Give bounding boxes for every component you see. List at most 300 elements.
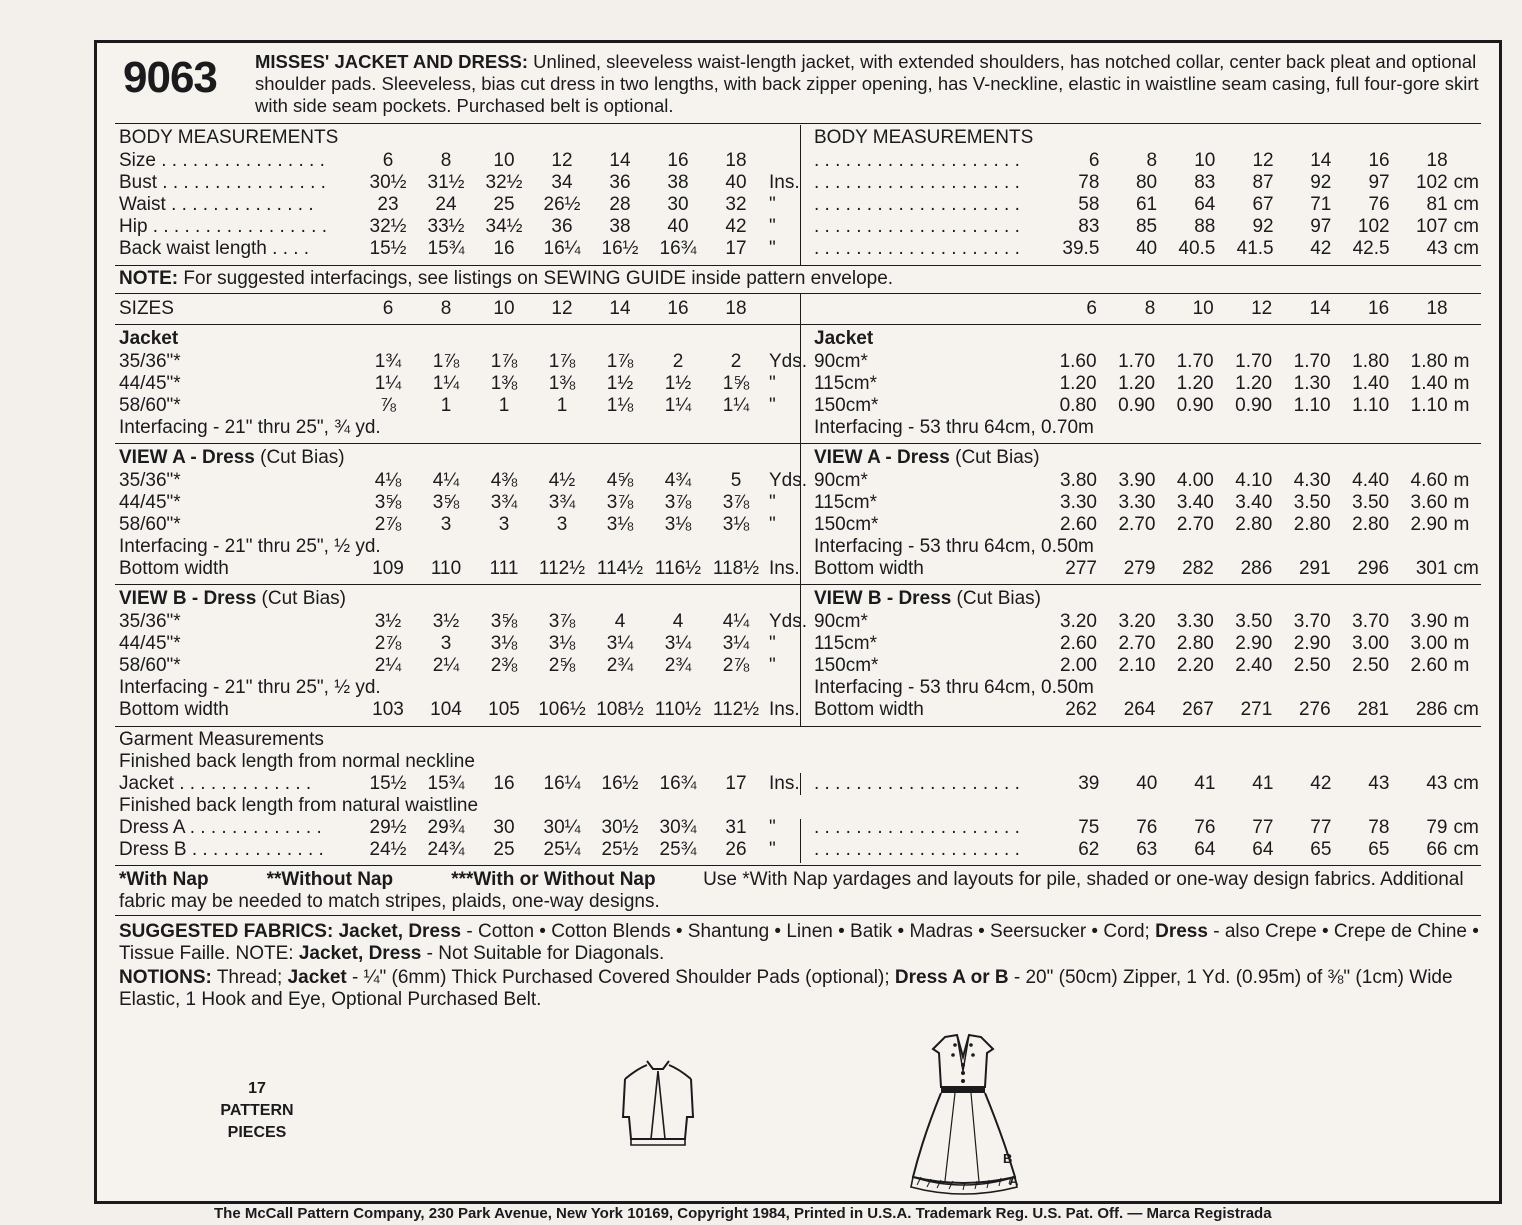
row-label: 115cm*	[814, 633, 878, 654]
row-value: 16	[493, 773, 515, 794]
row-value: 3⅞	[606, 492, 634, 513]
row-value: 3.50	[1235, 611, 1273, 632]
table-row	[814, 351, 1499, 373]
nap-legend	[119, 869, 1489, 913]
row-value: 3⅛	[490, 633, 518, 654]
row-value: 264	[1123, 699, 1156, 720]
notions-bold-2: Dress A or B	[894, 967, 1009, 988]
table-row	[119, 238, 819, 260]
row-value: 10	[1192, 298, 1214, 319]
row-value: 2.80	[1176, 633, 1214, 654]
row-value: 65	[1310, 839, 1332, 860]
row-label: . . . . . . . . . . . . . . . . . . . .	[814, 817, 1020, 838]
row-value: 3.30	[1176, 611, 1214, 632]
row-label: SIZES	[119, 298, 174, 319]
row-label: 90cm*	[814, 611, 868, 632]
row-value: 109	[372, 558, 404, 579]
row-value: 6	[1088, 150, 1100, 171]
section-title-text: Jacket	[119, 328, 179, 349]
table-row	[119, 817, 819, 839]
interfacing-text: Interfacing - 21" thru 25", ½ yd.	[119, 677, 381, 698]
row-label	[814, 298, 1041, 320]
row-value: 10	[493, 298, 515, 319]
row-value: 1.70	[1235, 351, 1273, 372]
row-value: 1¾	[374, 351, 402, 372]
row-value: 2.80	[1293, 514, 1331, 535]
row-unit: Yds.	[769, 351, 808, 372]
row-label: Bottom width	[119, 699, 229, 720]
row-value: 3⅛	[548, 633, 576, 654]
pattern-description-text: Unlined, sleeveless waist-length jacket, with extended shoulders, has notched collar, center back pleat and optional shoulder pads. Sleeveless, bias cut dress in two lengths, with back zipper opening, has V-neckline, elastic in waistline seam casing, full four-gore skirt with side seam pockets. Purchased belt is optional.	[255, 51, 1479, 116]
garment-measurements-title: Garment Measurements	[119, 729, 324, 750]
row-value: 25¼	[543, 839, 581, 860]
row-value: 3⅝	[432, 492, 460, 513]
divider	[800, 819, 801, 863]
row-value: 1⅞	[432, 351, 460, 372]
row-value: 65	[1368, 839, 1390, 860]
section-title	[119, 588, 346, 610]
section-title-text: VIEW A - Dress	[814, 447, 950, 468]
row-label: 150cm*	[814, 395, 879, 416]
jacket-back-sketch-icon	[617, 1055, 699, 1155]
row-value: 1.80	[1410, 351, 1448, 372]
table-row	[119, 172, 819, 194]
row-unit: cm	[1453, 773, 1479, 794]
row-value: 16	[667, 298, 689, 319]
row-value: 4	[614, 611, 626, 632]
row-label: Dress B . . . . . . . . . . . . .	[119, 839, 324, 860]
pattern-description	[255, 51, 1485, 117]
row-value: 41	[1252, 773, 1274, 794]
row-value: 267	[1182, 699, 1214, 720]
table-row	[814, 655, 1499, 677]
row-value: 0.90	[1118, 395, 1156, 416]
row-label: Jacket . . . . . . . . . . . . .	[119, 773, 312, 794]
row-value: 71	[1310, 194, 1332, 215]
row-value: 76	[1136, 817, 1158, 838]
row-value: 4¾	[664, 470, 692, 491]
row-value: 18	[1426, 298, 1448, 319]
row-value: 28	[609, 194, 631, 215]
row-value: 12	[551, 150, 573, 171]
table-row	[119, 773, 819, 795]
row-value: 88	[1194, 216, 1216, 237]
row-value: 43	[1426, 773, 1448, 794]
interfacing-text: Interfacing - 53 thru 64cm, 0.70m	[814, 417, 1094, 438]
row-value: 76	[1194, 817, 1216, 838]
row-value: 1⅛	[606, 395, 634, 416]
row-value: 15¾	[427, 238, 465, 259]
row-value: 3.70	[1352, 611, 1390, 632]
row-value: 25	[493, 194, 515, 215]
row-value: 1½	[606, 373, 634, 394]
notions-label: NOTIONS:	[119, 967, 212, 988]
pattern-number: 9063	[123, 53, 217, 102]
fabrics-bold-1: Jacket, Dress	[338, 921, 462, 942]
row-value: 26½	[543, 194, 581, 215]
row-value: 2⅞	[722, 655, 750, 676]
row-label: 115cm*	[814, 492, 878, 513]
row-value: 3	[556, 514, 568, 535]
table-row	[119, 373, 819, 395]
row-label: 58/60"*	[119, 395, 181, 416]
divider	[115, 865, 1481, 866]
row-unit: "	[769, 492, 776, 513]
row-value: 3¾	[490, 492, 518, 513]
row-value: 112½	[712, 699, 760, 720]
row-value: 3	[440, 633, 452, 654]
section-title	[119, 328, 178, 350]
row-value: 2.90	[1235, 633, 1273, 654]
section-title-text: VIEW A - Dress	[119, 447, 255, 468]
row-value: 286	[1240, 558, 1273, 579]
row-value: 1.80	[1352, 351, 1390, 372]
table-row	[119, 839, 819, 861]
row-value: 1.10	[1293, 395, 1331, 416]
row-value: 282	[1182, 558, 1214, 579]
row-value: 1.70	[1293, 351, 1331, 372]
row-value: 40	[667, 216, 689, 237]
row-value: 79	[1426, 817, 1448, 838]
row-value: 4	[672, 611, 684, 632]
row-value: 3½	[374, 611, 402, 632]
row-value: 83	[1078, 216, 1100, 237]
row-value: 16¼	[543, 773, 581, 794]
row-value: 6	[1086, 298, 1097, 319]
row-value: 2.60	[1060, 514, 1097, 535]
row-value: 110	[430, 558, 462, 579]
row-value: 1⅜	[490, 373, 518, 394]
row-value: 39.5	[1062, 238, 1100, 259]
row-value: 16¾	[659, 238, 697, 259]
fabrics-text-3: - Not Suitable for Diagonals.	[421, 943, 665, 964]
table-row	[814, 150, 1499, 172]
row-value: 3.50	[1293, 492, 1331, 513]
garment-dress-rows	[119, 817, 819, 861]
row-value: 30¾	[659, 817, 697, 838]
section-subtitle: (Cut Bias)	[949, 447, 1040, 468]
notions-bold-1: Jacket	[287, 967, 347, 988]
row-value: 78	[1078, 172, 1100, 193]
row-value: 8	[1146, 150, 1158, 171]
row-value: 2.40	[1235, 655, 1273, 676]
row-label: . . . . . . . . . . . . . . . . . . . .	[814, 150, 1020, 171]
row-value: 30	[493, 817, 515, 838]
either-nap-label: ***With or Without Nap	[451, 869, 656, 890]
row-label: . . . . . . . . . . . . . . . . . . . .	[814, 194, 1020, 215]
table-row	[814, 194, 1499, 216]
row-value: 75	[1078, 817, 1100, 838]
row-value: 30½	[601, 817, 639, 838]
row-value: 42.5	[1352, 238, 1390, 259]
row-label: Size . . . . . . . . . . . . . . . .	[119, 150, 325, 171]
row-value: 14	[1309, 298, 1331, 319]
row-value: 3¼	[664, 633, 692, 654]
row-unit: cm	[1453, 699, 1479, 720]
row-value: 2.80	[1235, 514, 1273, 535]
interfacing-row	[119, 536, 819, 558]
row-value: 1	[498, 395, 510, 416]
row-value: 1⅞	[606, 351, 634, 372]
row-unit: cm	[1453, 172, 1479, 193]
table-row	[119, 492, 819, 514]
row-label: 150cm*	[814, 655, 879, 676]
row-value: 36	[609, 172, 631, 193]
row-unit: m	[1453, 395, 1470, 416]
row-unit: Yds.	[769, 611, 808, 632]
row-unit: cm	[1453, 839, 1479, 860]
row-value: 25¾	[659, 839, 697, 860]
row-value: 25	[493, 839, 515, 860]
row-value: 10	[493, 150, 515, 171]
row-value: 3½	[432, 611, 460, 632]
fabrics-text-1: - Cotton • Cotton Blends • Shantung • Linen • Batik • Madras • Seersucker • Cord;	[461, 921, 1156, 942]
notions	[119, 967, 1489, 1011]
divider	[115, 265, 1481, 266]
sizes-header-metric	[814, 298, 1499, 320]
row-unit: m	[1453, 373, 1470, 394]
row-value: 12	[1251, 298, 1273, 319]
row-value: 39	[1078, 773, 1100, 794]
row-value: 38	[609, 216, 631, 237]
row-value: 5	[730, 470, 742, 491]
table-row	[119, 194, 819, 216]
interfacing-row	[119, 417, 819, 439]
row-value: 2¾	[606, 655, 634, 676]
row-value: 31	[725, 817, 747, 838]
row-value: 18	[725, 298, 747, 319]
row-value: 2	[730, 351, 742, 372]
row-value: 15½	[369, 238, 407, 259]
row-value: 2.90	[1410, 514, 1448, 535]
view-b-label: B	[1003, 1151, 1013, 1166]
row-label: Hip . . . . . . . . . . . . . . . . .	[119, 216, 327, 237]
row-value: 106½	[538, 699, 586, 720]
row-value: 63	[1136, 839, 1158, 860]
divider	[115, 443, 1481, 444]
row-value: 58	[1078, 194, 1100, 215]
table-row	[814, 238, 1499, 260]
row-unit: "	[769, 373, 776, 394]
interfacing-row	[814, 536, 1499, 558]
row-unit: "	[769, 817, 776, 838]
notions-text-3: - 20" (50cm) Zipper, 1 Yd. (0.95m) of ⅜" (1cm) Wide Elastic, 1 Hook and Eye, Optional Purchased Belt.	[119, 967, 1453, 1010]
with-nap-label: *With Nap	[119, 869, 209, 890]
row-value: 16¾	[659, 773, 697, 794]
table-row	[119, 470, 819, 492]
table-row	[814, 558, 1499, 580]
divider	[115, 915, 1481, 916]
row-value: 78	[1368, 817, 1390, 838]
row-value: 16	[493, 238, 515, 259]
row-value: 77	[1252, 817, 1274, 838]
divider	[115, 293, 1481, 294]
row-value: 40	[1136, 773, 1158, 794]
row-label: . . . . . . . . . . . . . . . . . . . .	[814, 839, 1020, 860]
row-value: 14	[1310, 150, 1332, 171]
row-value: 40	[1135, 238, 1158, 259]
row-value: 87	[1252, 172, 1274, 193]
row-label: Bottom width	[814, 699, 924, 720]
row-label: 44/45"*	[119, 492, 181, 513]
interfacing-text: Interfacing - 21" thru 25", ¾ yd.	[119, 417, 381, 438]
sizes-header-imperial	[119, 298, 819, 320]
table-row	[814, 514, 1499, 536]
row-value: 281	[1357, 699, 1390, 720]
row-value: 1⅞	[548, 351, 576, 372]
row-value: 8	[440, 298, 452, 319]
yardage-table	[814, 611, 1499, 721]
row-unit: m	[1453, 492, 1470, 513]
fabrics-bold-3: Jacket, Dress	[298, 943, 422, 964]
table-row	[119, 395, 819, 417]
row-value: 2.10	[1118, 655, 1156, 676]
row-value: 16	[1368, 298, 1390, 319]
notions-text-2: - ¼" (6mm) Thick Purchased Covered Shoulder Pads (optional);	[346, 967, 895, 988]
row-value: 3¼	[722, 633, 750, 654]
row-value: 1.20	[1118, 373, 1156, 394]
row-label: 35/36"*	[119, 611, 181, 632]
row-value: 2.00	[1060, 655, 1097, 676]
row-label: 35/36"*	[119, 470, 181, 491]
row-value: 3.40	[1235, 492, 1273, 513]
row-value: 3.90	[1118, 470, 1156, 491]
table-row	[814, 773, 1499, 795]
table-row	[814, 839, 1499, 861]
row-value: 41	[1194, 773, 1216, 794]
row-value: 2⅞	[374, 633, 402, 654]
row-unit	[1450, 298, 1499, 320]
row-value: 40.5	[1178, 238, 1216, 259]
row-value: 32½	[369, 216, 407, 237]
dress-front-sketch-icon	[905, 1027, 1035, 1197]
row-value: 1.60	[1059, 351, 1097, 372]
pattern-pieces-line1: PATTERN	[220, 1102, 294, 1119]
row-value: 2.60	[1410, 655, 1448, 676]
row-value: 104	[430, 699, 462, 720]
row-label: . . . . . . . . . . . . . . . . . . . .	[814, 773, 1020, 794]
row-unit: m	[1453, 655, 1470, 676]
interfacing-text: Interfacing - 53 thru 64cm, 0.50m	[814, 677, 1094, 698]
row-label: Bust . . . . . . . . . . . . . . . .	[119, 172, 326, 193]
table-row	[119, 699, 819, 721]
row-value: 12	[1252, 150, 1274, 171]
row-value: 16½	[601, 238, 639, 259]
pattern-title: MISSES' JACKET AND DRESS:	[255, 51, 529, 72]
garment-sub-neckline: Finished back length from normal neckline	[119, 751, 475, 772]
row-value: 4.40	[1352, 470, 1390, 491]
row-value: 3¼	[606, 633, 634, 654]
row-value: 2.50	[1293, 655, 1331, 676]
table-row	[814, 470, 1499, 492]
row-value: ⅞	[380, 395, 396, 416]
row-unit	[765, 298, 819, 320]
row-value: 16	[1368, 150, 1390, 171]
row-value: 3.70	[1293, 611, 1331, 632]
row-value: 1	[556, 395, 568, 416]
row-value: 112½	[538, 558, 586, 579]
table-row	[119, 298, 819, 320]
row-value: 66	[1426, 839, 1448, 860]
row-label: Bottom width	[814, 558, 924, 579]
view-a-label: A	[1009, 1173, 1019, 1188]
yardage-table	[119, 470, 819, 580]
divider	[115, 726, 1481, 727]
section-subtitle: (Cut Bias)	[254, 447, 345, 468]
table-row	[119, 633, 819, 655]
table-row	[814, 172, 1499, 194]
footer-copyright: The McCall Pattern Company, 230 Park Avenue, New York 10169, Copyright 1984, Printed in U.S.A. Trademark Reg. U.S. Pat. Off. — Marca Registrada	[214, 1205, 1272, 1222]
row-unit: cm	[1453, 194, 1479, 215]
yardage-table	[119, 611, 819, 721]
row-value: 31½	[427, 172, 465, 193]
row-value: 3	[440, 514, 452, 535]
row-value: 4⅜	[490, 470, 518, 491]
row-unit: m	[1453, 633, 1470, 654]
row-label: . . . . . . . . . . . . . . . . . . . .	[814, 216, 1020, 237]
pattern-pieces	[197, 1078, 317, 1144]
row-unit: "	[769, 633, 776, 654]
row-value: 3.30	[1060, 492, 1097, 513]
row-value: 1.70	[1118, 351, 1156, 372]
pattern-envelope-back	[94, 40, 1502, 1204]
yardage-table	[814, 470, 1499, 580]
row-value: 15¾	[427, 773, 465, 794]
garment-metric-dress	[814, 817, 1499, 861]
row-value: 64	[1252, 839, 1274, 860]
table-row	[119, 351, 819, 373]
notions-text-1: Thread;	[211, 967, 288, 988]
interfacing-text: Interfacing - 21" thru 25", ½ yd.	[119, 536, 381, 557]
table-row	[814, 611, 1499, 633]
row-value: 24	[435, 194, 457, 215]
row-value: 4.00	[1176, 470, 1214, 491]
row-value: 3.20	[1118, 611, 1156, 632]
row-value: 0.90	[1235, 395, 1273, 416]
row-value: 17	[725, 238, 747, 259]
note	[119, 268, 893, 290]
row-unit: "	[769, 514, 776, 535]
row-value: 2.60	[1060, 633, 1097, 654]
table-row	[814, 395, 1499, 417]
row-unit: "	[769, 839, 776, 860]
divider	[115, 324, 1481, 325]
row-unit	[1450, 150, 1499, 172]
yardage-table	[814, 351, 1499, 439]
row-value: 1.40	[1410, 373, 1448, 394]
row-value: 291	[1298, 558, 1331, 579]
table-row	[814, 633, 1499, 655]
row-unit: cm	[1453, 216, 1479, 237]
row-value: 43	[1426, 238, 1448, 259]
row-value: 2¼	[432, 655, 460, 676]
table-row	[814, 492, 1499, 514]
section-title-text: Jacket	[814, 328, 874, 349]
table-row	[814, 298, 1499, 320]
row-value: 12	[551, 298, 573, 319]
row-value: 64	[1194, 839, 1216, 860]
suggested-fabrics	[119, 921, 1489, 965]
row-value: 81	[1426, 194, 1448, 215]
row-value: 42	[1310, 238, 1332, 259]
row-value: 4⅝	[606, 470, 634, 491]
row-unit: "	[769, 194, 776, 215]
row-value: 76	[1368, 194, 1390, 215]
table-row	[119, 558, 819, 580]
row-value: 2.20	[1176, 655, 1214, 676]
row-value: 62	[1078, 839, 1100, 860]
garment-metric-jacket	[814, 773, 1499, 795]
